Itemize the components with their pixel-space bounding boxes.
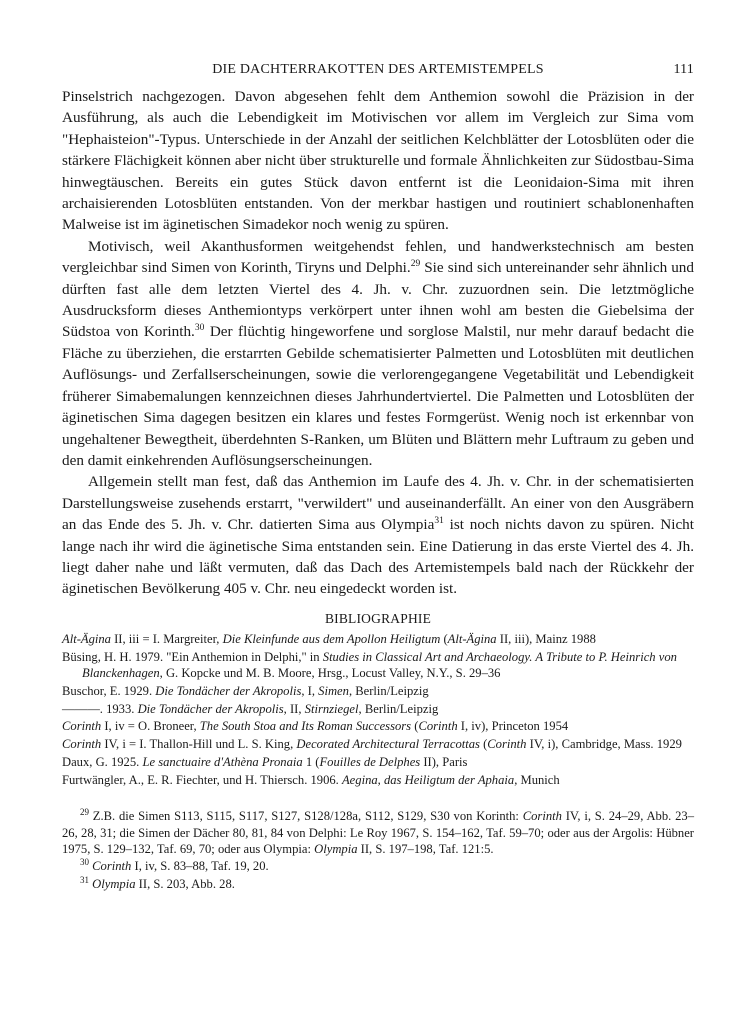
italic-text: Le sanctuaire d'Athèna Pronaia [142,754,303,769]
italic-text: Simen [318,683,349,698]
italic-text: Alt-Ägina [447,631,497,646]
bibliography-entry [62,649,694,682]
bibliography-list [62,631,694,788]
text-run: Furtwängler, A., E. R. Fiechter, und H. Thiersch. 1906. [62,772,342,787]
italic-text: Die Kleinfunde aus dem Apollon Heiligtum [222,631,441,646]
text-run: II, iii = I. Margreiter, [110,631,223,646]
text-run: , Berlin/Leipzig [348,683,429,698]
text-run: ( [479,737,488,752]
text-run: Allgemein stellt man fest, daß das Anthemion im Laufe des 4. Jh. v. Chr. in der schematisierten Darstellungsweise zusehends erstarrt, "verwildert" und auseinanderfällt. An einer von den Ausgräbern an das Ende des 5. Jh. v. Chr. datierten Sima aus Olympia [62,473,694,534]
italic-text: Die Tondächer der Akropolis [155,683,302,698]
bibliography-entry [62,754,694,770]
text-run: II, S. 203, Abb. 28. [135,876,235,891]
bibliography-entry [62,701,694,717]
text-run: Daux, G. 1925. [62,754,143,769]
text-run: , Munich [514,772,560,787]
running-head-title: DIE DACHTERRAKOTTEN DES ARTEMISTEMPELS [212,62,544,77]
italic-text: Aegina, das Heiligtum der Aphaia [341,772,515,787]
footnote-ref: 31 [434,516,444,527]
page [62,58,694,893]
text-run: I, iv), Princeton 1954 [457,719,569,734]
text-run: , II, [283,701,305,716]
bibliography-entry [62,736,694,752]
text-run: , I, [301,683,319,698]
italic-text: The South Stoa and Its Roman Successors [199,719,412,734]
text-run: I, iv = O. Broneer, [101,719,200,734]
italic-text: Corinth [92,859,132,874]
text-run: 1 ( [302,754,320,769]
italic-text: Decorated Architectural Terracottas [296,737,480,752]
body-paragraph [62,86,694,236]
text-run: Buschor, E. 1929. [62,683,156,698]
italic-text: Corinth [62,719,102,734]
italic-text: Corinth [487,737,527,752]
page-number: 111 [673,62,694,77]
footnote-number: 31 [80,874,89,885]
text-run: II, iii), Mainz 1988 [496,631,596,646]
text-run: I, iv, S. 83–88, Taf. 19, 20. [131,859,269,874]
text-run: Sie sind sich untereinander sehr ähnlich und dürften fast alle dem letzten Viertel des 4. Jh. v. Chr. zuzuordnen sein. Die letztmögliche Ausdrucksform dieses Anthemiontyps verkörpert unter ihnen wohl am besten die Giebelsima der Südstoa von Korinth. [62,259,694,341]
footnote [62,858,694,874]
text-run: , Berlin/Leipzig [358,701,439,716]
footnote-number: 29 [80,807,89,818]
italic-text: Corinth [62,737,102,752]
bibliography-entry [62,631,694,647]
text-run: ———. 1933. [62,701,138,716]
italic-text: Stirnziegel [304,701,359,716]
text-run: ( [440,631,448,646]
bibliography-entry [62,772,694,788]
text-run: , G. Kopcke und M. B. Moore, Hrsg., Locust Valley, N.Y., S. 29–36 [159,665,501,680]
running-head [62,58,694,86]
italic-text: Studies in Classical Art and Archaeology. A Tribute to P. Heinrich von Blanckenhagen [82,649,677,680]
italic-text: Olympia [92,876,136,891]
footnote-ref: 30 [194,323,205,334]
text-run: II), Paris [420,754,468,769]
text-run: ( [411,719,419,734]
text-run: IV, i), Cambridge, Mass. 1929 [526,737,682,752]
text-run: Der flüchtig hingeworfene und sorglose Malstil, nur mehr darauf bedacht die Fläche zu überziehen, die erstarrten Gebilde schematisierter Palmetten und Lotosblüten mit deutlichen Auflösungs- und Zerfallserscheinungen, sowie die verlorengegangene Vegetabilität und Lebendigkeit früherer Simabemalungen kennzeichnen dieses Jahrhundertviertel. Die Palmetten und Lotosblüten der äginetischen Sima dagegen besitzen ein klares und festes Formgerüst. Wenig noch ist erkennbar von ungehaltener Bewegtheit, überdehnten S-Ranken, um Blüten und Blättern mehr Luftraum zu geben und den damit einkehrenden Auflösungserscheinungen. [62,323,694,469]
text-run: Büsing, H. H. 1979. "Ein Anthemion in Delphi," in [62,649,323,664]
footnote [62,808,694,857]
footnotes [62,808,694,892]
italic-text: Alt-Ägina [62,631,111,646]
text-run: II, S. 197–198, Taf. 121:5. [357,841,494,856]
bibliography-heading: BIBLIOGRAPHIE [324,610,432,626]
italic-text: Corinth [522,809,562,824]
text-run: IV, i, S. 24–29, Abb. 23–26, 28, 31; die Simen der Dächer 80, 81, 84 von Delphi: Le Roy 1967, S. 154–162, Taf. 59–70; oder aus der Argolis: Hübner 1975, S. 129–132, Taf. 69, 70; oder aus Olympia: [62,809,694,856]
bibliography-entry [62,683,694,699]
text-run: Pinselstrich nachgezogen. Davon abgesehen fehlt dem Anthemion sowohl die Präzision in der Ausführung, als auch die Lebendigkeit im Motivischen vor allem im Vergleich zur Sima vom "Hephaisteion"-Typus. Unterschiede in der Anzahl der seitlichen Kelchblätter der Lotosblüten oder die stärkere Flächigkeit können aber nicht über strukturelle und formale Ähnlichkeiten zur Südostbau-Sima hinwegtäuschen. Bereits ein gutes Stück davon entfernt ist die Leonidaion-Sima mit ihren archaisierenden Lotosblüten entstanden. Von der merkbar hastigen und routiniert schablonenhaften Malweise ist im äginetischen Simadekor noch wenig zu spüren. [62,88,694,234]
body-paragraph [62,236,694,471]
italic-text: Fouilles de Delphes [319,754,421,769]
italic-text: Corinth [418,719,458,734]
body-paragraph [62,471,694,599]
bibliography-entry [62,718,694,734]
text-run: Z.B. die Simen S113, S115, S117, S127, S128/128a, S112, S129, S30 von Korinth: [89,809,523,824]
footnote-ref: 29 [410,259,421,270]
body-text [62,86,694,600]
text-run: IV, i = I. Thallon-Hill und L. S. King, [101,737,297,752]
text-run: Motivisch, weil Akanthusformen weitgehendst fehlen, und handwerkstechnisch am besten vergleichbar sind Simen von Korinth, Tiryns und Delphi. [62,237,694,277]
footnote-number: 30 [80,857,89,868]
text-run: ist noch nichts davon zu spüren. Nicht lange nach ihr wird die äginetische Sima entstanden sein. Eine Datierung in das erste Viertel des 4. Jh. liegt daher nahe und läßt vermuten, daß das Dach des Artemistempels bald nach der Rückkehr der äginetischen Bevölkerung 405 v. Chr. neu eingedeckt worden ist. [62,516,694,598]
italic-text: Die Tondächer der Akropolis [137,701,284,716]
footnote [62,876,694,892]
italic-text: Olympia [314,841,358,856]
